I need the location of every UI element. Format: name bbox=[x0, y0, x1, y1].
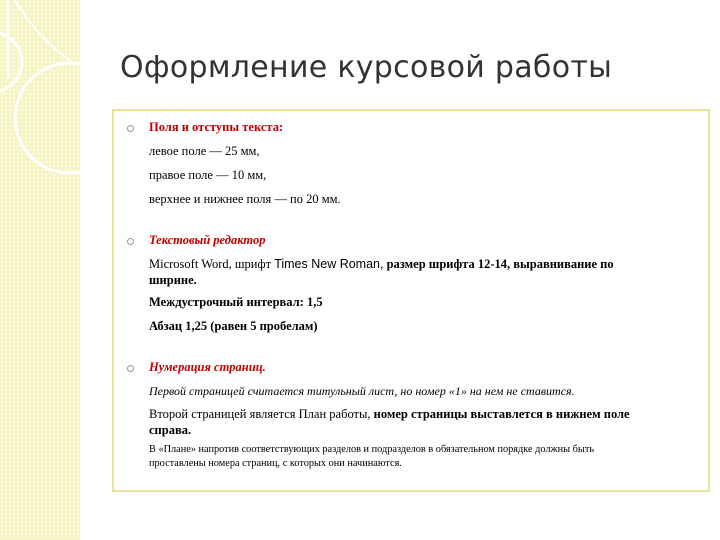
content-box bbox=[112, 109, 710, 492]
bullet-icon bbox=[127, 238, 134, 245]
second-page-prefix: Второй страницей является План работы, bbox=[149, 407, 371, 421]
page-title: Оформление курсовой работы bbox=[120, 50, 613, 85]
margin-left-line: левое поле — 25 мм, bbox=[149, 144, 260, 158]
second-page-bold: номер страницы выставлется в нижнем поле bbox=[373, 407, 630, 421]
bullet-icon bbox=[127, 365, 134, 372]
paragraph-indent-line: Абзац 1,25 (равен 5 пробелам) bbox=[149, 319, 318, 333]
section-heading-margins: Поля и отступы текста: bbox=[149, 120, 284, 134]
editor-line-continued: ширине. bbox=[149, 273, 197, 287]
editor-font-settings: размер шрифта 12-14, выравнивание по bbox=[386, 257, 614, 271]
section-heading-editor: Текстовый редактор bbox=[149, 233, 266, 247]
line-spacing-line: Междустрочный интервал: 1,5 bbox=[149, 295, 323, 309]
first-page-note: Первой страницей считается титульный лист, но номер «1» на нем не ставится. bbox=[149, 384, 575, 398]
editor-font-prefix: шрифт bbox=[234, 257, 272, 271]
second-page-line bbox=[149, 407, 630, 422]
decorative-circles bbox=[0, 0, 130, 200]
section-heading-numbering: Нумерация страниц. bbox=[149, 360, 266, 374]
margin-right-line: правое поле — 10 мм, bbox=[149, 168, 267, 182]
editor-line bbox=[149, 257, 614, 272]
margin-top-bottom-line: верхнее и нижнее поля — по 20 мм. bbox=[149, 192, 341, 206]
bullet-icon bbox=[127, 125, 134, 132]
editor-font-name: Times New Roman, bbox=[274, 257, 384, 271]
plan-note-line: В «Плане» напротив соответствующих разделов и подразделов в обязательном порядке должны быть bbox=[149, 444, 595, 455]
second-page-line-continued: справа. bbox=[149, 423, 192, 437]
editor-app-name: Microsoft Word, bbox=[149, 257, 232, 271]
plan-note-line-continued: проставлены номера страниц, с которых они начинаются. bbox=[149, 458, 402, 469]
